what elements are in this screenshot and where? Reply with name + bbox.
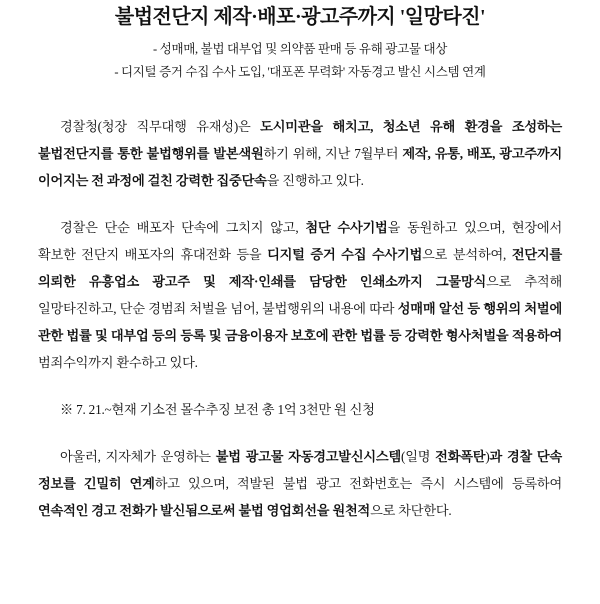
subtitle-line-1: - 성매매, 불법 대부업 및 의약품 판매 등 유해 광고물 대상 <box>153 42 447 56</box>
text-run: 디지털 증거 수집 수사기법 <box>267 247 423 262</box>
text-run: 도시미관을 해치고, 청소년 유해 환경을 조성하는 불법전단지를 통한 불법행위를 발본색원 <box>38 119 562 161</box>
text-run: 경찰은 단순 배포자 단속에 그치지 않고, <box>60 220 306 235</box>
body-note <box>38 396 562 423</box>
text-run: 경찰청(청장 직무대행 유재성)은 <box>60 119 261 134</box>
text-run: 전단지를 의뢰한 유흥업소 광고주 및 제작·인쇄를 담당한 인쇄소까지 그물망식 <box>38 247 562 289</box>
page-title: 불법전단지 제작·배포·광고주까지 '일망타진' <box>114 6 486 28</box>
body-paragraph <box>38 443 562 524</box>
text-run: 하고 있으며, 적발된 불법 광고 전화번호는 즉시 시스템에 등록하여 <box>154 476 562 491</box>
document-body <box>38 113 562 524</box>
text-run: 범죄수익까지 환수하고 있다. <box>38 355 198 370</box>
subtitle-line-2: - 디지털 증거 수집 수사 도입, '대포폰 무력화' 자동경고 발신 시스템 연계 <box>114 65 486 79</box>
text-run: 첨단 수사기법 <box>305 220 388 235</box>
text-run: 을 동원하고 있으며, 현장에서 확보한 전단지 배포자의 휴대전화 등을 <box>38 220 562 262</box>
document-header <box>0 0 600 83</box>
text-run: 불법 광고물 자동경고발신시스템 <box>215 449 402 464</box>
body-paragraph <box>38 214 562 376</box>
text-run: 으로 추적해 일망타진하고, 단순 경범죄 처벌을 넘어, 불법행위의 내용에 따라 <box>38 274 562 316</box>
text-run: 으로 분석하여, <box>422 247 512 262</box>
text-run: 으로 차단한다. <box>370 503 452 518</box>
text-run: (일명 <box>401 449 436 464</box>
text-run: ※ 7. 21.~현재 기소전 몰수추징 보전 총 1억 3천만 원 신청 <box>60 402 375 417</box>
text-run: ) <box>485 449 490 464</box>
text-run: 전화폭탄 <box>435 449 486 464</box>
text-run: 과 경찰 단속 정보를 긴밀히 연계 <box>38 449 562 491</box>
text-run: 을 진행하고 있다. <box>266 173 364 188</box>
text-run: 성매매 알선 등 행위의 처벌에 관한 법률 및 대부업 등의 등록 및 금융이용자 보호에 관한 법률 등 강력한 형사처벌을 적용하여 <box>38 301 563 343</box>
body-paragraph <box>38 113 562 194</box>
text-run: 하기 위해, 지난 7월부터 <box>263 146 403 161</box>
text-run: 제작, 유통, 배포, 광고주까지 이어지는 전 과정에 걸친 강력한 집중단속 <box>38 146 562 188</box>
text-run: 아울러, 지자체가 운영하는 <box>60 449 216 464</box>
text-run: 연속적인 경고 전화가 발신됨으로써 불법 영업회선을 원천적 <box>38 503 371 518</box>
